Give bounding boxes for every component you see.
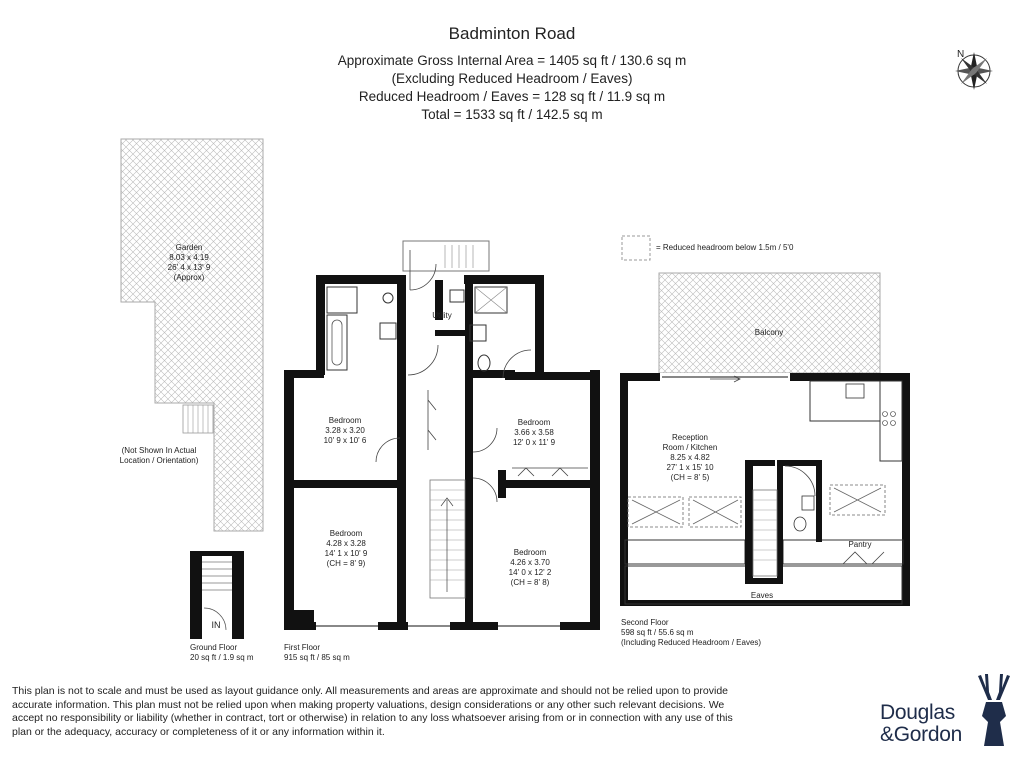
reception-ceiling: (CH = 8' 5) xyxy=(670,473,710,482)
bedroom-br-name: Bedroom xyxy=(513,548,547,557)
garden-label: Garden xyxy=(175,243,203,252)
ground-floor-plan xyxy=(190,551,244,639)
bedroom-tr-name: Bedroom xyxy=(517,418,551,427)
balcony-area xyxy=(659,273,880,373)
bedroom-bl-size-m: 4.28 x 3.28 xyxy=(326,539,366,548)
second-floor-area: 598 sq ft / 55.6 sq m xyxy=(621,628,694,637)
entrance-in-label: IN xyxy=(211,620,221,630)
reception-name-1: Reception xyxy=(671,433,709,442)
brand-wordmark xyxy=(880,702,962,746)
ground-floor-area: 20 sq ft / 1.9 sq m xyxy=(190,653,254,662)
second-floor-note: (Including Reduced Headroom / Eaves) xyxy=(621,638,762,647)
eaves-label: Eaves xyxy=(750,591,774,600)
reception-size-ft: 27' 1 x 15' 10 xyxy=(666,463,714,472)
bedroom-tr-size-m: 3.66 x 3.58 xyxy=(514,428,554,437)
garden-size-m: 8.03 x 4.19 xyxy=(169,253,209,262)
bedroom-tr-size-ft: 12' 0 x 11' 9 xyxy=(512,438,556,447)
compass-north-label: N xyxy=(957,49,965,60)
garden-note-1: (Not Shown In Actual xyxy=(121,446,197,455)
plan-title: Badminton Road xyxy=(448,24,576,43)
disclaimer-text: This plan is not to scale and must be used as layout guidance only. All measurements and areas are approximate and should not be relied upon to provide accurate information. This plan must not be relied upon when making property valuations, design considerations or any other such relevant decisions. We accept no responsibility or liability (whether in contract, tort or otherwise) in relation to any loss whatsoever arising from or in connection with any use of this plan or the adequacy, accuracy or completeness of it or any information within it. xyxy=(12,685,733,738)
first-floor-area: 915 sq ft / 85 sq m xyxy=(284,653,350,662)
bedroom-br-ceiling: (CH = 8' 8) xyxy=(510,578,550,587)
compass-icon xyxy=(955,49,993,90)
bedroom-bl-size-ft: 14' 1 x 10' 9 xyxy=(324,549,368,558)
reduced-headroom-line: Reduced Headroom / Eaves = 128 sq ft / 11.9 sq m xyxy=(358,89,666,104)
reception-name-2: Room / Kitchen xyxy=(662,443,718,452)
legend-text: = Reduced headroom below 1.5m / 5'0 xyxy=(656,243,794,252)
total-area-line: Total = 1533 sq ft / 142.5 sq m xyxy=(421,107,603,122)
brand-line-2: &Gordon xyxy=(880,723,962,746)
balcony-label: Balcony xyxy=(754,328,784,337)
garden-approx: (Approx) xyxy=(173,273,205,282)
garden-note-2: Location / Orientation) xyxy=(119,456,199,465)
utility-label: Utility xyxy=(432,311,452,320)
second-floor-name: Second Floor xyxy=(621,618,669,627)
bedroom-bl-name: Bedroom xyxy=(329,529,363,538)
bedroom-tl-size-ft: 10' 9 x 10' 6 xyxy=(323,436,367,445)
bedroom-br-size-ft: 14' 0 x 12' 2 xyxy=(508,568,552,577)
legend-swatch xyxy=(622,236,650,260)
gross-area-line: Approximate Gross Internal Area = 1405 sq ft / 130.6 sq m xyxy=(337,53,687,68)
stag-head-icon xyxy=(966,670,1022,748)
bedroom-br-size-m: 4.26 x 3.70 xyxy=(510,558,550,567)
reception-size-m: 8.25 x 4.82 xyxy=(670,453,710,462)
first-floor-name: First Floor xyxy=(284,643,320,652)
brand-line-1: Douglas xyxy=(880,701,955,724)
garden-size-ft: 26' 4 x 13' 9 xyxy=(167,263,211,272)
garden xyxy=(121,139,263,531)
second-floor-plan xyxy=(620,273,910,606)
bedroom-tl-size-m: 3.28 x 3.20 xyxy=(325,426,365,435)
pantry-label: Pantry xyxy=(848,540,872,549)
bedroom-bl-ceiling: (CH = 8' 9) xyxy=(326,559,366,568)
ground-floor-name: Ground Floor xyxy=(190,643,238,652)
bedroom-tl-name: Bedroom xyxy=(328,416,362,425)
excluding-line: (Excluding Reduced Headroom / Eaves) xyxy=(391,71,633,86)
